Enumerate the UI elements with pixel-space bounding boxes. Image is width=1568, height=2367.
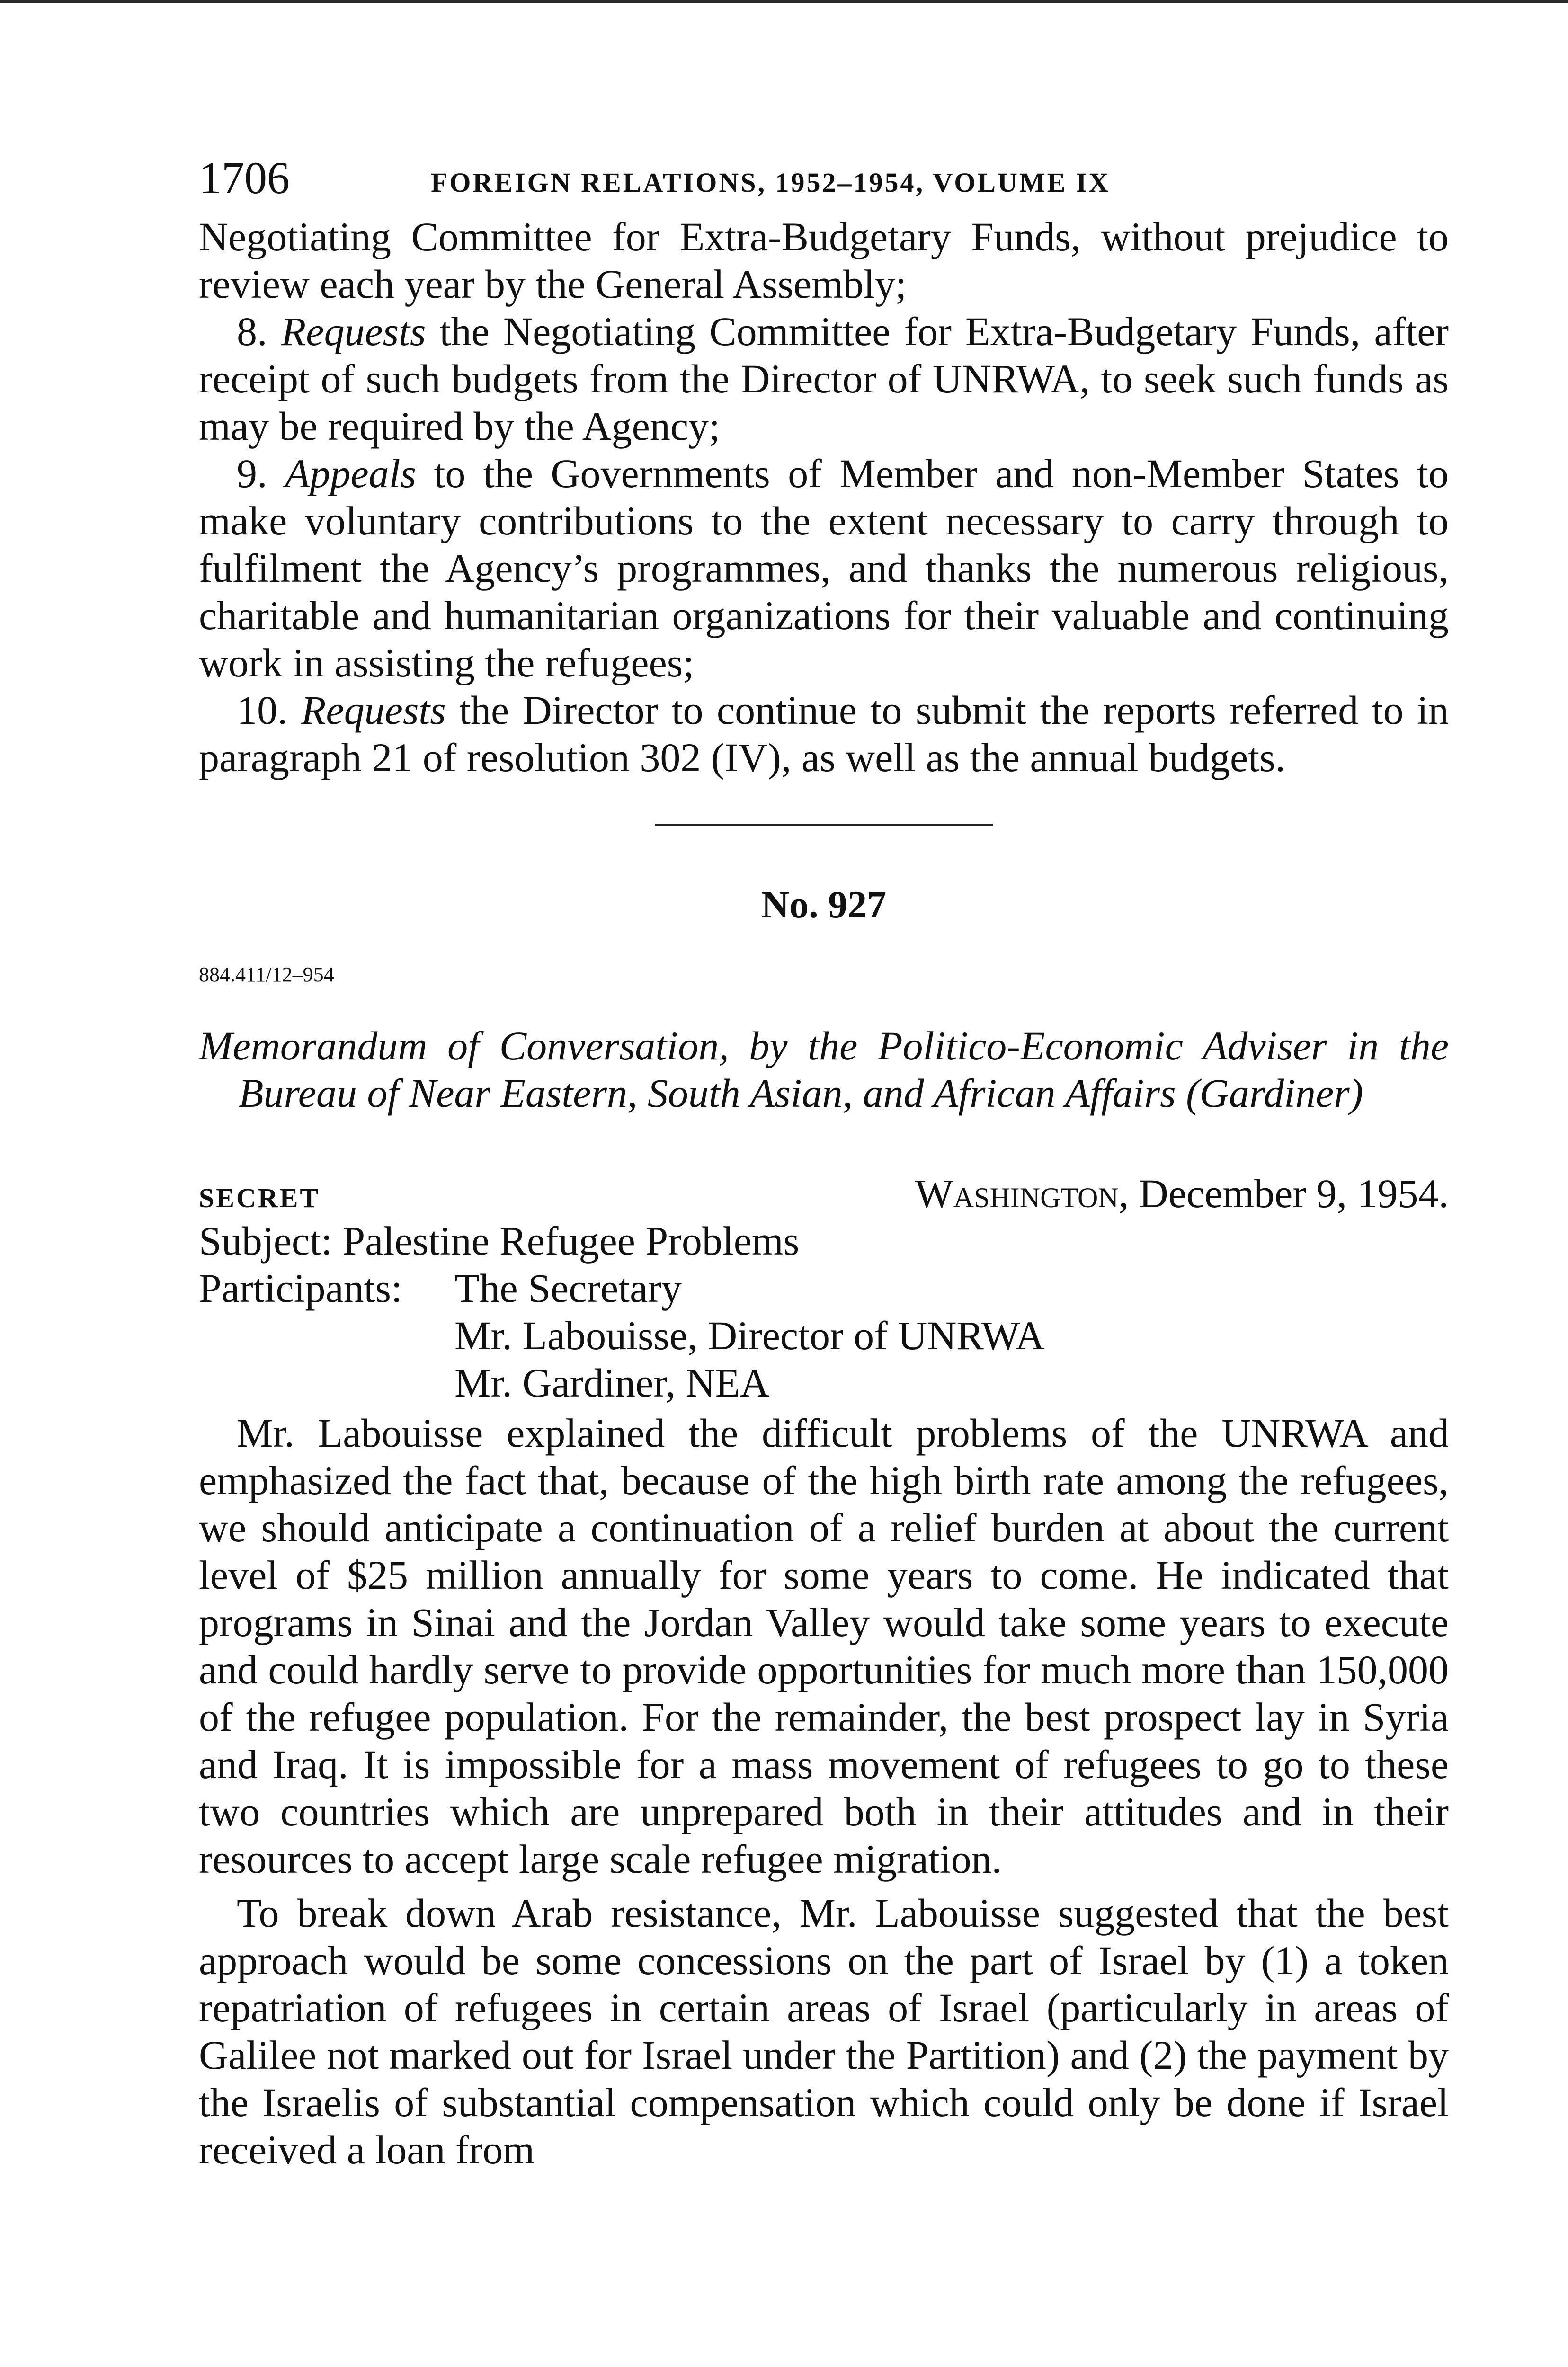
- file-reference: 884.411/12–954: [199, 963, 334, 986]
- item-text: the Negotiating Committee for Extra-Budgetary Funds, after receipt of such budgets from the Director of UNRWA, to seek such funds as may be required by the Agency;: [199, 309, 1449, 449]
- participant: Mr. Labouisse, Director of UNRWA: [454, 1313, 1045, 1358]
- participants-label: Participants:: [199, 1265, 402, 1311]
- item-verb: Requests: [301, 687, 446, 733]
- classification-label: SECRET: [199, 1183, 321, 1213]
- dateline-place: Washington: [915, 1171, 1119, 1216]
- document-page: [199, 142, 1449, 2173]
- resolution-item: [199, 450, 1449, 686]
- item-text: to the Governments of Member and non-Member States to make voluntary contributions to the extent necessary to carry through to fulfilment the Agency’s programmes, and thanks the numerous religious, charitable and humanitarian organizations for their valuable and continuing work in assisting the refugees;: [199, 451, 1449, 685]
- subject-line: Subject: Palestine Refugee Problems: [199, 1218, 800, 1264]
- item-verb: Appeals: [285, 451, 417, 496]
- scan-top-edge: [0, 0, 1568, 3]
- resolution-item: [199, 308, 1449, 450]
- resolution-continuation: Negotiating Committee for Extra-Budgetary Funds, without prejudice to review each year by the General Assembly;: [199, 214, 1449, 307]
- running-head: FOREIGN RELATIONS, 1952–1954, VOLUME IX: [431, 167, 1111, 198]
- section-divider: [655, 824, 993, 826]
- item-number: 8.: [237, 309, 267, 354]
- resolution-item: [199, 686, 1449, 781]
- item-text: the Director to continue to submit the reports referred to in paragraph 21 of resolution 302 (IV), as well as the annual budgets.: [199, 687, 1449, 780]
- dateline: [915, 1170, 1449, 1217]
- page-header: [199, 142, 1449, 213]
- participant: The Secretary: [454, 1265, 682, 1311]
- participant: Mr. Gardiner, NEA: [454, 1360, 770, 1406]
- page-number: 1706: [199, 152, 290, 203]
- participants-block: [199, 1264, 1449, 1406]
- classification-dateline-row: [199, 1170, 1449, 1217]
- body-paragraph: To break down Arab resistance, Mr. Labouisse suggested that the best approach would be some concessions on the part of Israel by (1) a token repatriation of refugees in certain areas of Israel (particularly in areas of Galilee not marked out for Israel under the Partition) and (2) the payment by the Israelis of substantial compensation which could only be done if Israel received a loan from: [199, 1890, 1449, 2172]
- item-number: 10.: [237, 687, 288, 733]
- item-number: 9.: [237, 451, 267, 496]
- dateline-date: , December 9, 1954.: [1118, 1171, 1449, 1216]
- document-number: No. 927: [761, 883, 887, 926]
- body-paragraph: Mr. Labouisse explained the difficult problems of the UNRWA and emphasized the fact that, because of the high birth rate among the refugees, we should anticipate a continuation of a relief burden at about the current level of $25 million annually for some years to come. He indicated that programs in Sinai and the Jordan Valley would take some years to execute and could hardly serve to provide opportunities for much more than 150,000 of the refugee population. For the remainder, the best prospect lay in Syria and Iraq. It is impossible for a mass movement of refugees to go to these two countries which are unprepared both in their attitudes and in their resources to accept large scale refugee migration.: [199, 1410, 1449, 1882]
- participants-list: [454, 1264, 1045, 1406]
- document-title: Memorandum of Conversation, by the Politico-Economic Adviser in the Bureau of Near Eastern, South Asian, and African Affairs (Gardiner): [199, 1023, 1449, 1116]
- item-verb: Requests: [281, 309, 426, 354]
